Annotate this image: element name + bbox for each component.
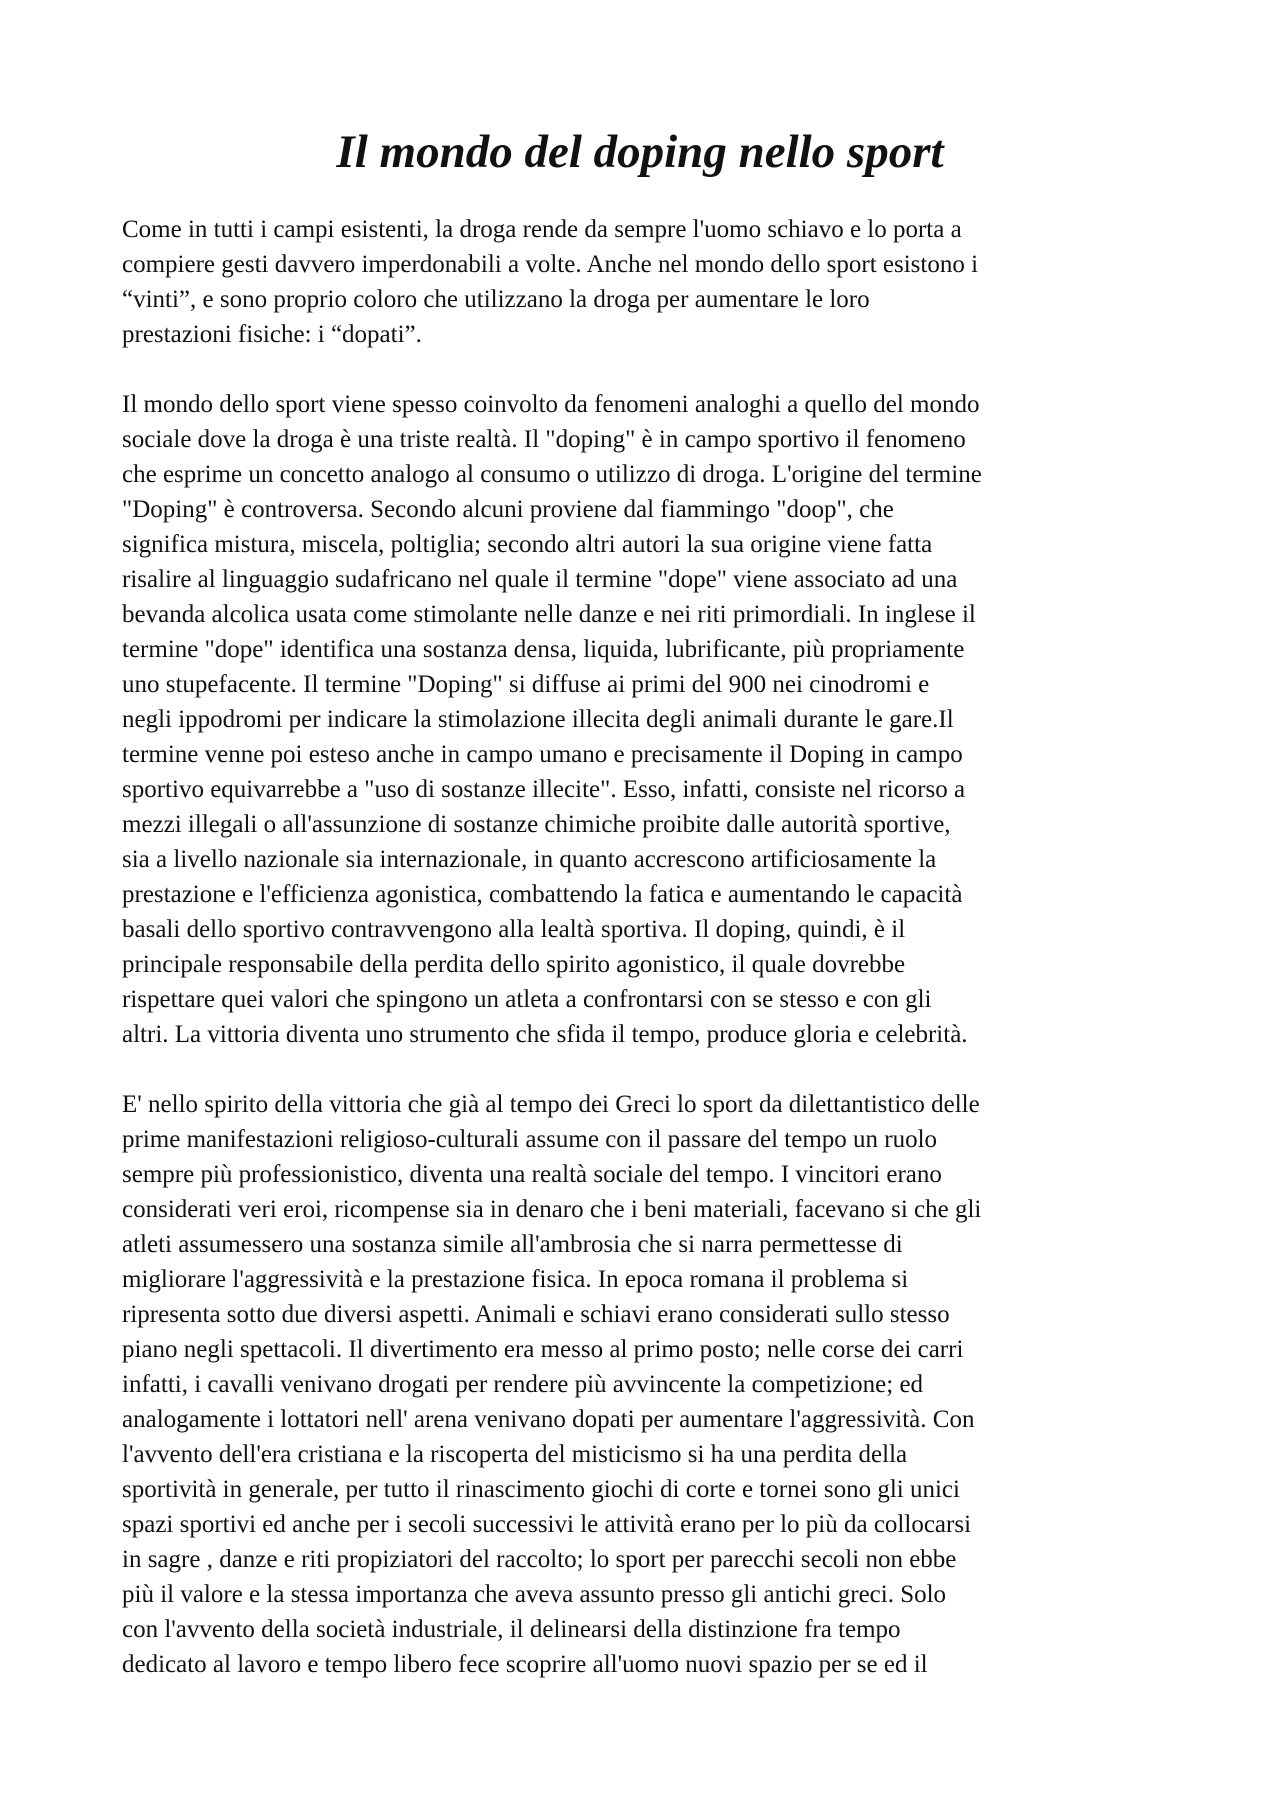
text-line: negli ippodromi per indicare la stimolazione illecita degli animali durante le gare.Il [122, 706, 954, 733]
text-line: che esprime un concetto analogo al consumo o utilizzo di droga. L'origine del termine [122, 461, 982, 488]
text-line: prestazione e l'efficienza agonistica, combattendo la fatica e aumentando le capacità [122, 881, 963, 908]
text-line: “vinti”, e sono proprio coloro che utilizzano la droga per aumentare le loro [122, 286, 870, 313]
text-line: sociale dove la droga è una triste realtà. Il "doping" è in campo sportivo il fenomeno [122, 426, 966, 453]
text-line: mezzi illegali o all'assunzione di sostanze chimiche proibite dalle autorità sportive, [122, 811, 951, 838]
text-line: sportivo equivarrebbe a "uso di sostanze illecite". Esso, infatti, consiste nel ricorso a [122, 776, 966, 803]
text-line: termine venne poi esteso anche in campo umano e precisamente il Doping in campo [122, 741, 963, 768]
text-line: significa mistura, miscela, poltiglia; secondo altri autori la sua origine viene fatta [122, 531, 933, 558]
text-line: con l'avvento della società industriale, il delinearsi della distinzione fra tempo [122, 1616, 901, 1643]
text-line: considerati veri eroi, ricompense sia in denaro che i beni materiali, facevano si che gli [122, 1196, 982, 1223]
text-line: spazi sportivi ed anche per i secoli successivi le attività erano per lo più da collocarsi [122, 1511, 972, 1538]
document-body [122, 212, 1178, 1717]
text-line: prime manifestazioni religioso-culturali assume con il passare del tempo un ruolo [122, 1126, 938, 1153]
text-line: Come in tutti i campi esistenti, la droga rende da sempre l'uomo schiavo e lo porta a [122, 216, 962, 243]
paragraph-1 [122, 212, 1178, 352]
text-line: migliorare l'aggressività e la prestazione fisica. In epoca romana il problema si [122, 1266, 909, 1293]
text-line: termine "dope" identifica una sostanza densa, liquida, lubrificante, più propriamente [122, 636, 965, 663]
text-line: altri. La vittoria diventa uno strumento che sfida il tempo, produce gloria e celebrità. [122, 1021, 968, 1048]
text-line: l'avvento dell'era cristiana e la riscoperta del misticismo si ha una perdita della [122, 1441, 908, 1468]
text-line: E' nello spirito della vittoria che già al tempo dei Greci lo sport da dilettantistico delle [122, 1091, 980, 1118]
text-line: atleti assumessero una sostanza simile all'ambrosia che si narra permettesse di [122, 1231, 903, 1258]
text-line: ripresenta sotto due diversi aspetti. Animali e schiavi erano considerati sullo stesso [122, 1301, 950, 1328]
text-line: analogamente i lottatori nell' arena venivano dopati per aumentare l'aggressività. Con [122, 1406, 975, 1433]
text-line: più il valore e la stessa importanza che aveva assunto presso gli antichi greci. Solo [122, 1581, 947, 1608]
paragraph-3 [122, 1087, 1178, 1682]
text-line: prestazioni fisiche: i “dopati”. [122, 321, 422, 348]
text-line: piano negli spettacoli. Il divertimento era messo al primo posto; nelle corse dei carri [122, 1336, 964, 1363]
text-line: Il mondo dello sport viene spesso coinvolto da fenomeni analoghi a quello del mondo [122, 391, 980, 418]
text-line: sportività in generale, per tutto il rinascimento giochi di corte e tornei sono gli unici [122, 1476, 960, 1503]
text-line: sempre più professionistico, diventa una realtà sociale del tempo. I vincitori erano [122, 1161, 942, 1188]
text-line: principale responsabile della perdita dello spirito agonistico, il quale dovrebbe [122, 951, 906, 978]
text-line: dedicato al lavoro e tempo libero fece scoprire all'uomo nuovi spazio per se ed il [122, 1651, 928, 1678]
text-line: "Doping" è controversa. Secondo alcuni proviene dal fiammingo "doop", che [122, 496, 894, 523]
text-line: risalire al linguaggio sudafricano nel quale il termine "dope" viene associato ad una [122, 566, 958, 593]
paragraph-2 [122, 387, 1178, 1052]
text-line: rispettare quei valori che spingono un atleta a confrontarsi con se stesso e con gli [122, 986, 932, 1013]
text-line: compiere gesti davvero imperdonabili a volte. Anche nel mondo dello sport esistono i [122, 251, 979, 278]
text-line: sia a livello nazionale sia internazionale, in quanto accrescono artificiosamente la [122, 846, 937, 873]
text-line: infatti, i cavalli venivano drogati per rendere più avvincente la competizione; ed [122, 1371, 924, 1398]
text-line: in sagre , danze e riti propiziatori del raccolto; lo sport per parecchi secoli non ebbe [122, 1546, 957, 1573]
text-line: bevanda alcolica usata come stimolante nelle danze e nei riti primordiali. In inglese il [122, 601, 976, 628]
text-line: basali dello sportivo contravvengono alla lealtà sportiva. Il doping, quindi, è il [122, 916, 906, 943]
page-title: Il mondo del doping nello sport [336, 126, 944, 178]
text-line: uno stupefacente. Il termine "Doping" si diffuse ai primi del 900 nei cinodromi e [122, 671, 930, 698]
